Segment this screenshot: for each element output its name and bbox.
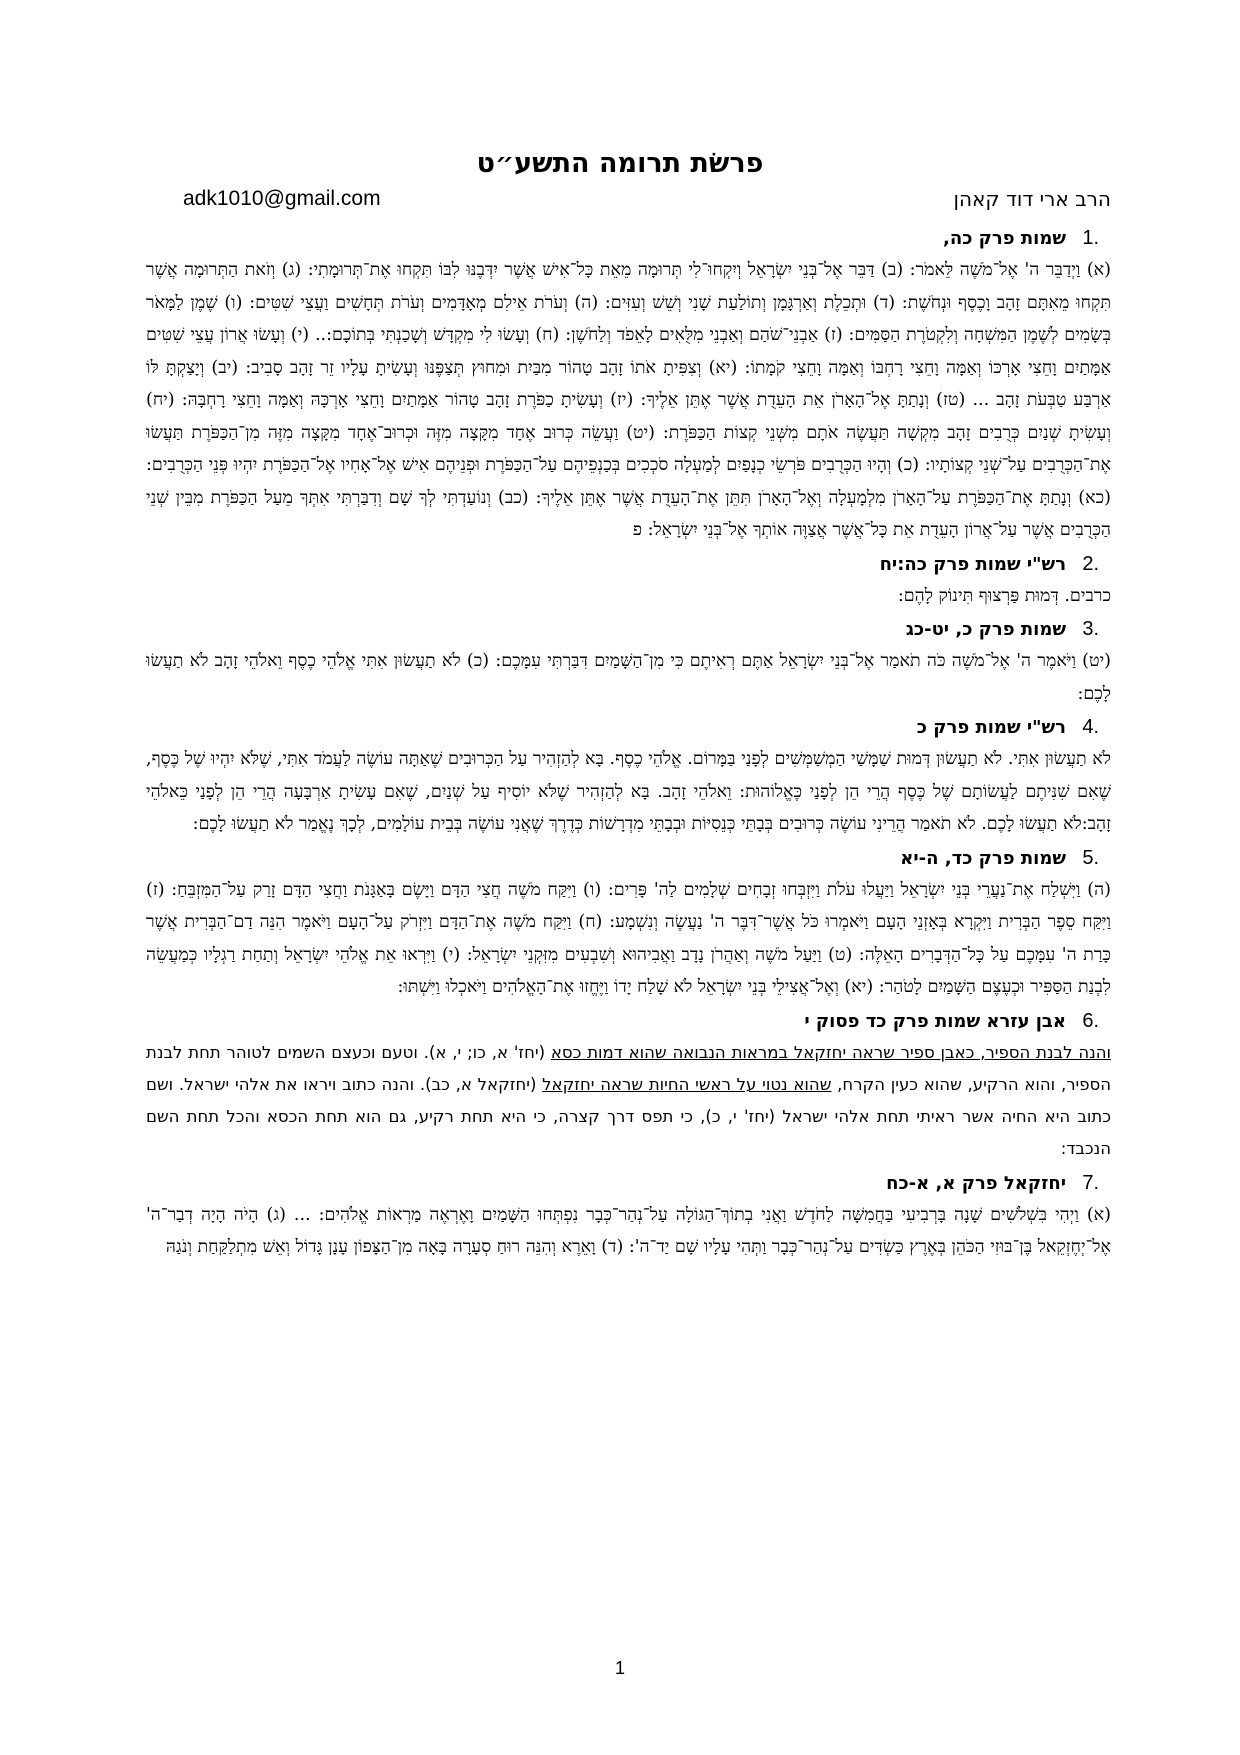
section-title: שמות פרק כ, יט-כג [905, 619, 1067, 640]
author-email: adk1010@gmail.com [183, 187, 381, 210]
underlined-text: שהוא נטוי על ראשי החיות שראה יחזקאל [542, 1074, 832, 1094]
section-number: .2 [1082, 552, 1099, 575]
section-heading [146, 1006, 1111, 1037]
section-number: .7 [1082, 1171, 1099, 1194]
section-heading [146, 549, 1111, 580]
section-title: יחזקאל פרק א, א-כח [886, 1172, 1067, 1194]
page-number: 1 [614, 1658, 625, 1678]
section-number: .1 [1082, 227, 1099, 249]
plain-text: (יחז' א, כו; י, א). וטעם וכעצם השמים לטוהר תחת לבנת הספיר, והוא הרקיע, שהוא כעין הקרח, [146, 1042, 1111, 1094]
section-text: (יט) וַיֹּאמֶר ה' אֶל־מֹשֶׁה כֹּה תֹאמַר אֶל־בְּנֵי יִשְׂרָאֵל אַתֶּם רְאִיתֶם כִּי מִן־הַשָּׁמַיִם דִּבַּרְתִּי עִמָּכֶם: (כ) לֹא תַעֲשׂוּן אִתִּי אֱלֹהֵי כֶסֶף וֵאלֹהֵי זָהָב לֹא תַעֲשׂוּ לָכֶם: [146, 651, 1111, 704]
section-title: שמות פרק כה, [943, 228, 1067, 249]
section-text: כרבים. דְּמוּת פַּרְצוּף תִּינוֹק לָהֶם: [897, 585, 1111, 606]
section-heading [146, 614, 1111, 645]
section-number: .6 [1082, 1009, 1099, 1032]
section-text [146, 1037, 1111, 1166]
section-heading [146, 712, 1111, 743]
header-line [183, 187, 1111, 221]
underlined-text: והנה לבנת הספיר, כאבן ספיר שראה יחזקאל במראות הנבואה שהוא דמות כסא [550, 1042, 1111, 1062]
section-heading [146, 223, 1111, 254]
plain-text: (יחזקאל א, כב). והנה כתוב ויראו את אלהי ישראל. ושם כתוב היא החיה אשר ראיתי תחת אלהי ישראל (יחז' י, כ), כי תפס דרך קצרה, כי היא תחת רקיע, גם הוא תחת הכסא והכל תחת השם הנכבד: [146, 1074, 1111, 1159]
section-text: (א) וַיְהִי בִּשְׁלֹשִׁים שָׁנָה בָּרְבִיעִי בַּחֲמִשָּׁה לַחֹדֶשׁ וַאֲנִי בְתוֹךְ־הַגּוֹלָה עַל־נְהַר־כְּבָר נִפְתְּחוּ הַשָּׁמַיִם וָאֶרְאֶה מַרְאוֹת אֱלֹהִים: ... (ג) הָיֹה הָיָה דְבַר־ה' אֶל־יְחֶזְקֵאל בֶּן־בּוּזִי הַכֹּהֵן בְּאֶרֶץ כַּשְׂדִּים עַל־נְהַר־כְּבָר וַתְּהִי עָלָיו שָׁם יַד־ה': (ד) וָאֵרֶא וְהִנֵּה רוּחַ סְעָרָה בָּאָה מִן־הַצָּפוֹן עָנָן גָּדוֹל וְאֵשׁ מִתְלַקַּחַת וְנֹגַהּ [146, 1204, 1111, 1258]
section-text: לֹא תַעֲשׂוּן אִתִּי. לֹא תַעֲשׂוּן דְּמוּת שַׁמָּשַׁי הַמְשַׁמְּשִׁים לְפָנַי בַּמָּרוֹם. אֱלֹהֵי כֶסֶף. בָּא לְהַזְהִיר עַל הַכְּרוּבִים שֶׁאַתָּה עוֹשֶׂה לַעֲמֹד אִתִּי, שֶׁלֹּא יִהְיוּ שֶׁל כֶּסֶף, שֶׁאִם שִׁנִּיתֶם לַעֲשׂוֹתָם שֶׁל כֶּסֶף הֲרֵי הֵן לְפָנַי כֶּאֱלוֹהוּת: וֵאלֹהֵי זָהָב. בָּא לְהַזְהִיר שֶׁלֹּא יוֹסִיף עַל שְׁנַיִם, שֶׁאִם עָשִׂיתָ אַרְבָּעָה הֲרֵי הֵן לְפָנַי כֵּאלֹהֵי זָהָב:לֹא תַעֲשׂוּ לָכֶם. לֹא תֹאמַר הֲרֵינִי עוֹשֶׂה כְּרוּבִים בְּבָתֵּי כְּנֵסִיּוֹת וּבְבָתֵּי מִדְרָשׁוֹת כְּדֶרֶךְ שֶׁאֲנִי עוֹשֶׂה בְּבֵית עוֹלָמִים, לְכָךְ נֶאֱמַר לֹא תַעֲשׂוּ לָכֶם: [146, 749, 1111, 834]
section-title: רש"י שמות פרק כה:יח [879, 553, 1067, 575]
document-body [146, 221, 1111, 1621]
section-text: (ה) וַיִּשְׁלַח אֶת־נַעֲרֵי בְּנֵי יִשְׂרָאֵל וַיַּעֲלוּ עֹלֹת וַיִּזְבְּחוּ זְבָחִים שְׁלָמִים לַה' פָּרִים: (ו) וַיִּקַּח מֹשֶׁה חֲצִי הַדָּם וַיָּשֶׂם בָּאַגָּנֹת וַחֲצִי הַדָּם זָרַק עַל־הַמִּזְבֵּחַ: (ז) וַיִּקַּח סֵפֶר הַבְּרִית וַיִּקְרָא בְּאָזְנֵי הָעָם וַיֹּאמְרוּ כֹּל אֲשֶׁר־דִּבֶּר ה' נַעֲשֶׂה וְנִשְׁמָע: (ח) וַיִּקַּח מֹשֶׁה אֶת־הַדָּם וַיִּזְרֹק עַל־הָעָם וַיֹּאמֶר הִנֵּה דַם־הַבְּרִית אֲשֶׁר כָּרַת ה' עִמָּכֶם עַל כָּל־הַדְּבָרִים הָאֵלֶּה: (ט) וַיַּעַל מֹשֶׁה וְאַהֲרֹן נָדָב וַאֲבִיהוּא וְשִׁבְעִים מִזִּקְנֵי יִשְׂרָאֵל: (י) וַיִּרְאוּ אֵת אֱלֹהֵי יִשְׂרָאֵל וְתַחַת רַגְלָיו כְּמַעֲשֵׂה לִבְנַת הַסַּפִּיר וּכְעֶצֶם הַשָּׁמַיִם לָטֹהַר: (יא) וְאֶל־אֲצִילֵי בְּנֵי יִשְׂרָאֵל לֹא שָׁלַח יָדוֹ וַיֶּחֱזוּ אֶת־הָאֱלֹהִים וַיֹּאכְלוּ וַיִּשְׁתּוּ: [146, 879, 1111, 997]
author-name: הרב ארי דוד קאהן [953, 187, 1111, 211]
section-heading [146, 843, 1111, 874]
section-number: .3 [1082, 618, 1099, 640]
section-number: .4 [1082, 716, 1099, 738]
section-text: (א) וַיְדַבֵּר ה' אֶל־מֹשֶׁה לֵּאמֹר: (ב) דַּבֵּר אֶל־בְּנֵי יִשְׂרָאֵל וְיִקְחוּ־לִי תְּרוּמָה מֵאֵת כָּל־אִישׁ אֲשֶׁר יִדְּבֶנּוּ לִבּוֹ תִּקְחוּ אֶת־תְּרוּמָתִי: (ג) וְזֹאת הַתְּרוּמָה אֲשֶׁר תִּקְחוּ מֵאִתָּם זָהָב וָכֶסֶף וּנְחֹשֶׁת: (ד) וּתְכֵלֶת וְאַרְגָּמָן וְתוֹלַעַת שָׁנִי וְשֵׁשׁ וְעִזִּים: (ה) וְעֹרֹת אֵילִם מְאָדָּמִים וְעֹרֹת תְּחָשִׁים וַעֲצֵי שִׁטִּים: (ו) שֶׁמֶן לַמָּאֹר בְּשָׂמִים לְשֶׁמֶן הַמִּשְׁחָה וְלִקְטֹרֶת הַסַּמִּים: (ז) אַבְנֵי־שֹׁהַם וְאַבְנֵי מִלֻּאִים לָאֵפֹד וְלַחֹשֶׁן: (ח) וְעָשׂוּ לִי מִקְדָּשׁ וְשָׁכַנְתִּי בְּתוֹכָם:.. (י) וְעָשׂוּ אֲרוֹן עֲצֵי שִׁטִּים אַמָּתַיִם וָחֵצִי אָרְכּוֹ וְאַמָּה וָחֵצִי רָחְבּוֹ וְאַמָּה וָחֵצִי קֹמָתוֹ: (יא) וְצִפִּיתָ אֹתוֹ זָהָב טָהוֹר מִבַּיִת וּמִחוּץ תְּצַפֶּנּוּ וְעָשִׂיתָ עָלָיו זֵר זָהָב סָבִיב: (יב) וְיָצַקְתָּ לּוֹ אַרְבַּע טַבְּעֹת זָהָב ... (טז) וְנָתַתָּ אֶל־הָאָרֹן אֵת הָעֵדֻת אֲשֶׁר אֶתֵּן אֵלֶיךָ: (יז) וְעָשִׂיתָ כַפֹּרֶת זָהָב טָהוֹר אַמָּתַיִם וָחֵצִי אָרְכָּהּ וְאַמָּה וָחֵצִי רָחְבָּהּ: (יח) וְעָשִׂיתָ שְׁנַיִם כְּרֻבִים זָהָב מִקְשָׁה תַּעֲשֶׂה אֹתָם מִשְּׁנֵי קְצוֹת הַכַּפֹּרֶת: (יט) וַעֲשֵׂה כְּרוּב אֶחָד מִקָּצָה מִזֶּה וּכְרוּב־אֶחָד מִקָּצָה מִזֶּה מִן־הַכַּפֹּרֶת תַּעֲשׂוּ אֶת־הַכְּרֻבִים עַל־שְׁנֵי קְצוֹתָיו: (כ) וְהָיוּ הַכְּרֻבִים פֹּרְשֵׂי כְנָפַיִם לְמַעְלָה סֹכְכִים בְּכַנְפֵיהֶם עַל־הַכַּפֹּרֶת וּפְנֵיהֶם אִישׁ אֶל־אָחִיו אֶל־הַכַּפֹּרֶת יִהְיוּ פְּנֵי הַכְּרֻבִים: (כא) וְנָתַתָּ אֶת־הַכַּפֹּרֶת עַל־הָאָרֹן מִלְמָעְלָה וְאֶל־הָאָרֹן תִּתֵּן אֶת־הָעֵדֻת אֲשֶׁר אֶתֵּן אֵלֶיךָ: (כב) וְנוֹעַדְתִּי לְךָ שָׁם וְדִבַּרְתִּי אִתְּךָ מֵעַל הַכַּפֹּרֶת מִבֵּין שְׁנֵי הַכְּרֻבִים אֲשֶׁר עַל־אֲרוֹן הָעֵדֻת אֵת כָּל־אֲשֶׁר אֲצַוֶּה אוֹתְךָ אֶל־בְּנֵי יִשְׂרָאֵל: פ [146, 260, 1111, 540]
section-title: רש"י שמות פרק כ [916, 717, 1067, 738]
section-number: .5 [1082, 846, 1099, 869]
section-title: אבן עזרא שמות פרק כד פסוק י [804, 1010, 1067, 1032]
section-title: שמות פרק כד, ה-יא [900, 847, 1067, 869]
section-heading [146, 1168, 1111, 1199]
page-title: פרשׂת תרומה התשע״ט [476, 148, 764, 179]
